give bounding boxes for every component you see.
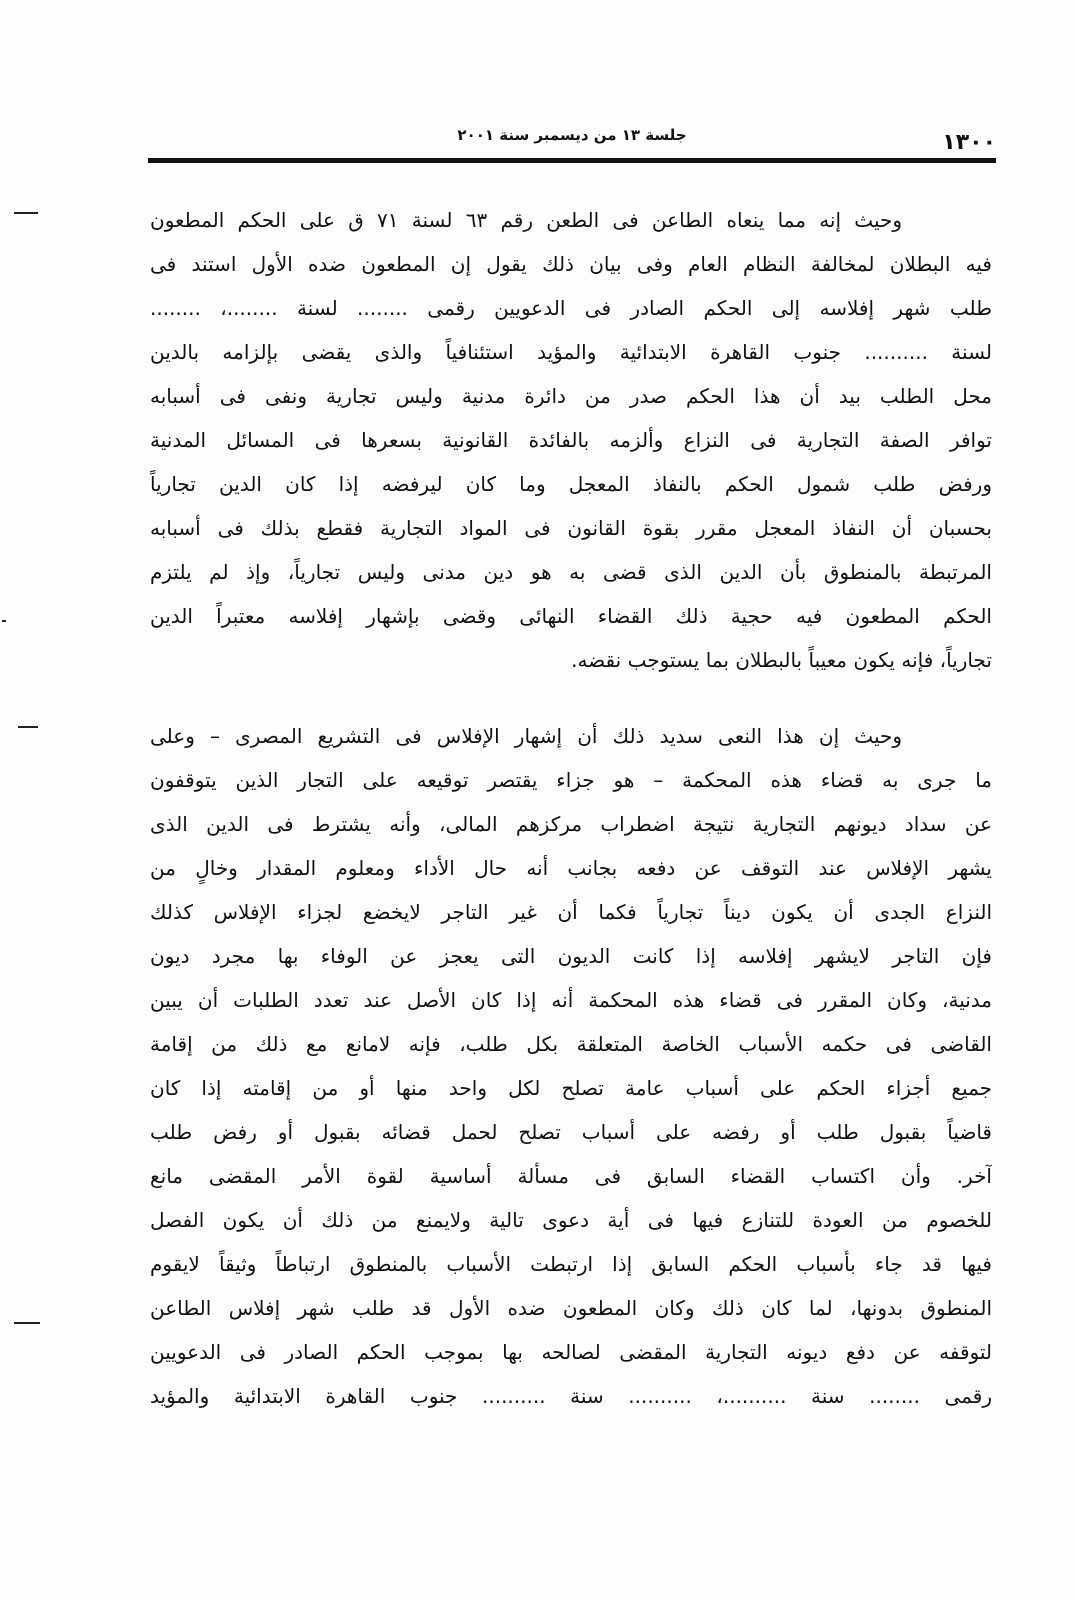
text-line: توافر الصفة التجارية فى النزاع وألزمه بالفائدة القانونية بسعرها فى المسائل المدنية <box>150 428 992 452</box>
header-rule <box>148 158 996 163</box>
text-line: فيه البطلان لمخالفة النظام العام وفى بيان ذلك يقول إن المطعون ضده الأول استند فى <box>150 252 992 276</box>
text-line: مدنية، وكان المقرر فى قضاء هذه المحكمة أنه إذا كان الأصل عند تعدد الطلبات أن يبين <box>150 988 992 1012</box>
running-title: جلسة ١٣ من ديسمبر سنة ٢٠٠١ <box>457 126 687 144</box>
text-line: رقمى ........ سنة ..........، .......... سنة .......... جنوب القاهرة الابتدائية والمؤيد <box>150 1384 992 1408</box>
margin-mark <box>2 620 6 622</box>
text-line: عن سداد ديونهم التجارية نتيجة اضطراب مركزهم المالى، وأنه يشترط فى الدين الذى <box>150 812 992 836</box>
text-line: فإن التاجر لايشهر إفلاسه إذا كانت الديون التى يعجز عن الوفاء بها مجرد ديون <box>150 944 992 968</box>
text-line: تجارياً، فإنه يكون معيباً بالبطلان بما يستوجب نقضه. <box>571 648 992 672</box>
paragraph-1 <box>150 198 992 682</box>
text-line: المنطوق بدونها، لما كان ذلك وكان المطعون ضده الأول قد طلب شهر إفلاس الطاعن <box>150 1296 992 1320</box>
page-header <box>148 118 996 158</box>
text-line: لسنة .......... جنوب القاهرة الابتدائية والمؤيد استئنافياً والذى يقضى بإلزامه بالدين <box>150 340 992 364</box>
text-line: النزاع الجدى أن يكون ديناً تجارياً فكما أن غير التاجر لايخضع لجزاء الإفلاس كذلك <box>150 900 992 924</box>
text-line: لتوقفه عن دفع ديونه التجارية المقضى لصالحه بها بموجب الحكم الصادر فى الدعويين <box>150 1340 992 1364</box>
text-line: ما جرى به قضاء هذه المحكمة – هو جزاء يقتصر توقيعه على التجار الذين يتوقفون <box>150 768 992 792</box>
text-line: المرتبطة بالمنطوق بأن الدين الذى قضى به هو دين مدنى وليس تجارياً، وإذ لم يلتزم <box>150 560 992 584</box>
paragraph-2 <box>150 714 992 1418</box>
text-line: بحسبان أن النفاذ المعجل مقرر بقوة القانون فى المواد التجارية فقطع بذلك فى أسبابه <box>150 516 992 540</box>
text-line: ورفض طلب شمول الحكم بالنفاذ المعجل وما كان ليرفضه إذا كان الدين تجارياً <box>150 472 992 496</box>
text-line: آخر. وأن اكتساب القضاء السابق فى مسألة أساسية لقوة الأمر المقضى مانع <box>150 1164 992 1188</box>
margin-mark <box>14 212 38 214</box>
text-line: الحكم المطعون فيه حجية ذلك القضاء النهائى وقضى بإشهار إفلاسه معتبراً الدين <box>150 604 992 628</box>
text-line: وحيث إنه مما ينعاه الطاعن فى الطعن رقم ٦٣ لسنة ٧١ ق على الحكم المطعون <box>150 208 903 232</box>
page-number: ١٣٠٠ <box>942 130 996 155</box>
text-line: للخصوم من العودة للتنازع فيها فى أية دعوى تالية ولايمنع من ذلك أن يكون الفصل <box>150 1208 992 1232</box>
text-line: قاضياً بقبول طلب أو رفضه على أسباب تصلح لحمل قضائه بقبول أو رفض طلب <box>150 1120 992 1144</box>
text-line: فيها قد جاء بأسباب الحكم السابق إذا ارتبطت الأسباب بالمنطوق ارتباطاً وثيقاً لايقوم <box>150 1252 992 1276</box>
text-line: وحيث إن هذا النعى سديد ذلك أن إشهار الإفلاس فى التشريع المصرى – وعلى <box>150 724 902 748</box>
text-line: طلب شهر إفلاسه إلى الحكم الصادر فى الدعويين رقمى ........ لسنة ........، ........ <box>150 296 992 320</box>
text-line: محل الطلب بيد أن هذا الحكم صدر من دائرة مدنية وليس تجارية ونفى فى أسبابه <box>150 384 992 408</box>
text-line: القاضى فى حكمه الأسباب الخاصة المتعلقة بكل طلب، فإنه لامانع مع ذلك من إقامة <box>150 1032 992 1056</box>
text-line: يشهر الإفلاس عند التوقف عن دفعه بجانب أنه حال الأداء ومعلوم المقدار وخالٍ من <box>150 856 992 880</box>
margin-mark <box>18 726 38 728</box>
margin-mark <box>14 1322 40 1324</box>
text-line: جميع أجزاء الحكم على أسباب عامة تصلح لكل واحد منها أو من إقامته إذا كان <box>150 1076 992 1100</box>
